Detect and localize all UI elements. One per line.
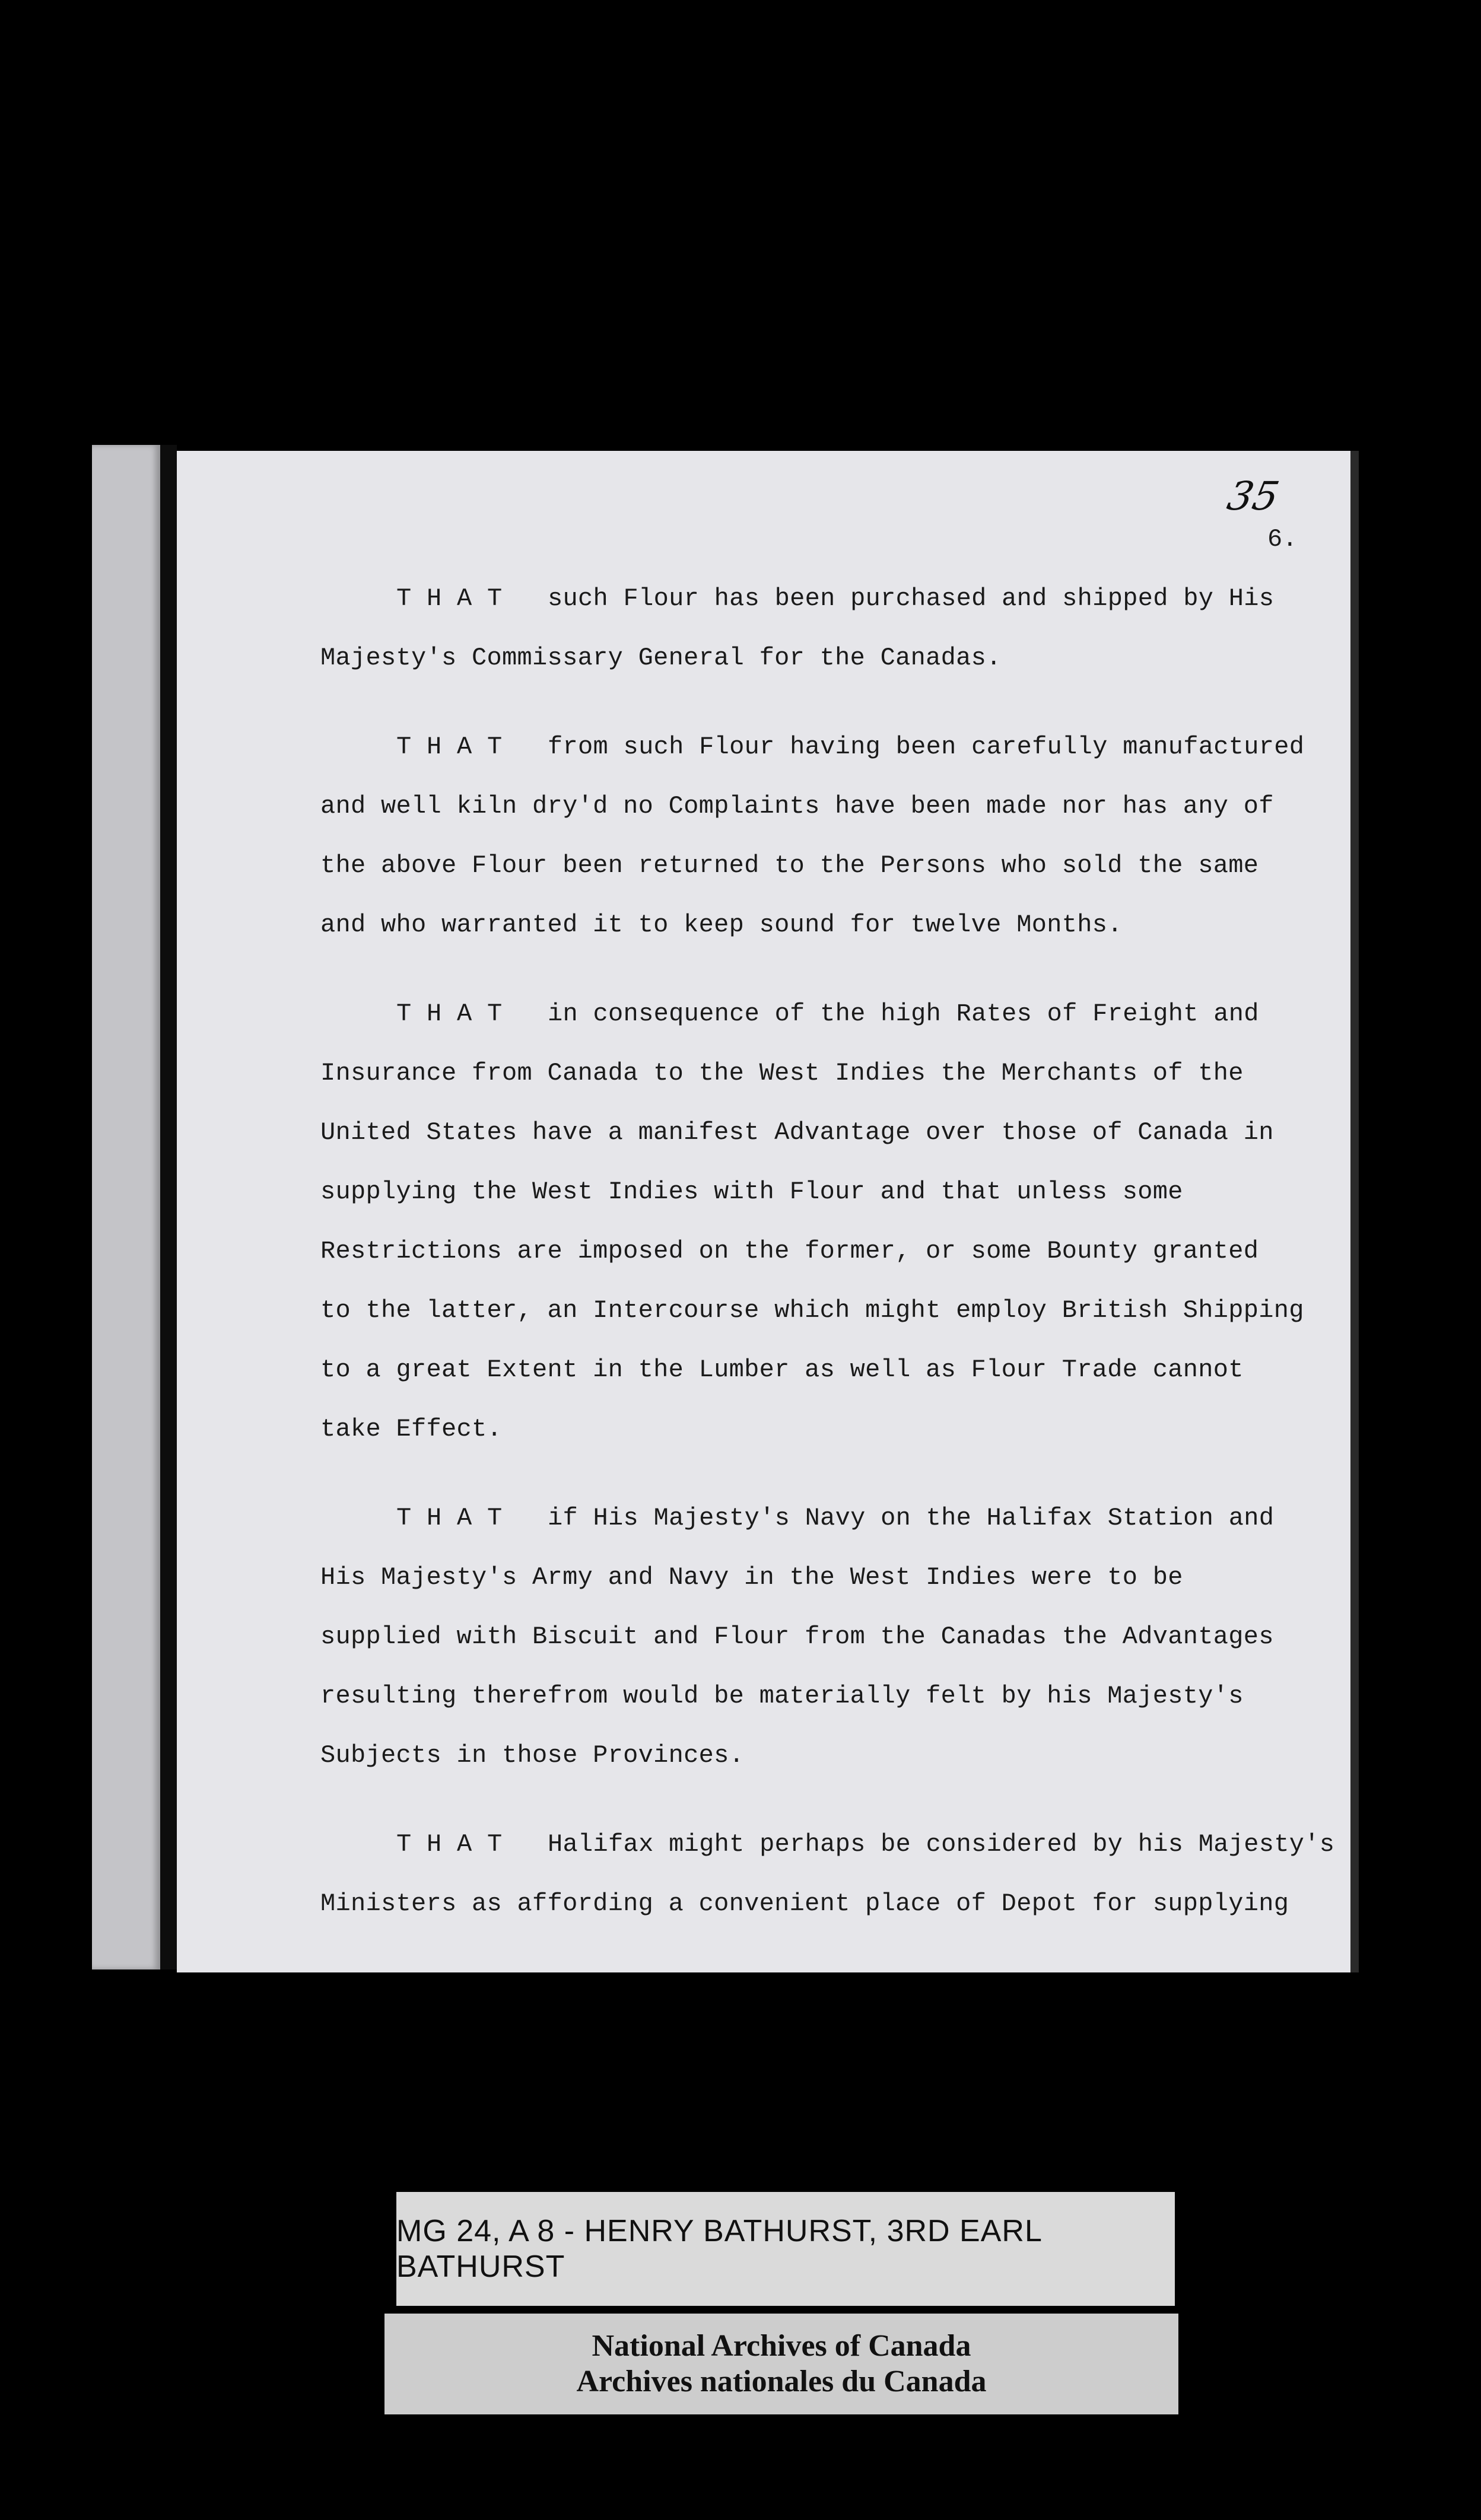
folio-number: 35 bbox=[1223, 473, 1283, 519]
left-page-edge bbox=[92, 445, 166, 1969]
text-line: and who warranted it to keep sound for twelve Months. bbox=[320, 911, 1123, 939]
text-line: and well kiln dry'd no Complaints have been made nor has any of bbox=[320, 792, 1274, 820]
text-line: Insurance from Canada to the West Indies the Merchants of the bbox=[320, 1059, 1244, 1087]
text-line: resulting therefrom would be materially felt by his Majesty's bbox=[320, 1682, 1244, 1710]
text-line: United States have a manifest Advantage over those of Canada in bbox=[320, 1118, 1274, 1147]
text-line: T H A T from such Flour having been carefully manufactured bbox=[396, 733, 1305, 761]
page-number: 6. bbox=[1267, 525, 1298, 553]
archive-name-fr: Archives nationales du Canada bbox=[576, 2365, 987, 2398]
text-line: the above Flour been returned to the Persons who sold the same bbox=[320, 851, 1259, 880]
text-line: to the latter, an Intercourse which might employ British Shipping bbox=[320, 1296, 1304, 1325]
book-spine bbox=[160, 445, 177, 1969]
text-line: T H A T if His Majesty's Navy on the Halifax Station and bbox=[396, 1504, 1275, 1532]
text-line: Restrictions are imposed on the former, or some Bounty granted bbox=[320, 1237, 1259, 1265]
text-line: Majesty's Commissary General for the Canadas. bbox=[320, 644, 1002, 672]
text-line: supplied with Biscuit and Flour from the Canadas the Advantages bbox=[320, 1622, 1274, 1651]
text-line: take Effect. bbox=[320, 1415, 503, 1443]
archive-name-label bbox=[384, 2314, 1178, 2414]
text-line: T H A T Halifax might perhaps be considered by his Majesty's bbox=[396, 1830, 1335, 1859]
text-line: T H A T in consequence of the high Rates of Freight and bbox=[396, 1000, 1259, 1028]
text-line: His Majesty's Army and Navy in the West Indies were to be bbox=[320, 1563, 1183, 1592]
text-line: T H A T such Flour has been purchased and shipped by His bbox=[396, 584, 1275, 613]
text-line: supplying the West Indies with Flour and that unless some bbox=[320, 1178, 1183, 1206]
text-line: Ministers as affording a convenient place of Depot for supplying bbox=[320, 1889, 1289, 1918]
text-line: Subjects in those Provinces. bbox=[320, 1741, 745, 1770]
text-line: to a great Extent in the Lumber as well as Flour Trade cannot bbox=[320, 1356, 1244, 1384]
collection-reference-label bbox=[396, 2192, 1175, 2306]
collection-reference: MG 24, A 8 - HENRY BATHURST, 3RD EARL BATHURST bbox=[396, 2214, 1041, 2284]
archive-name-en: National Archives of Canada bbox=[592, 2329, 971, 2363]
